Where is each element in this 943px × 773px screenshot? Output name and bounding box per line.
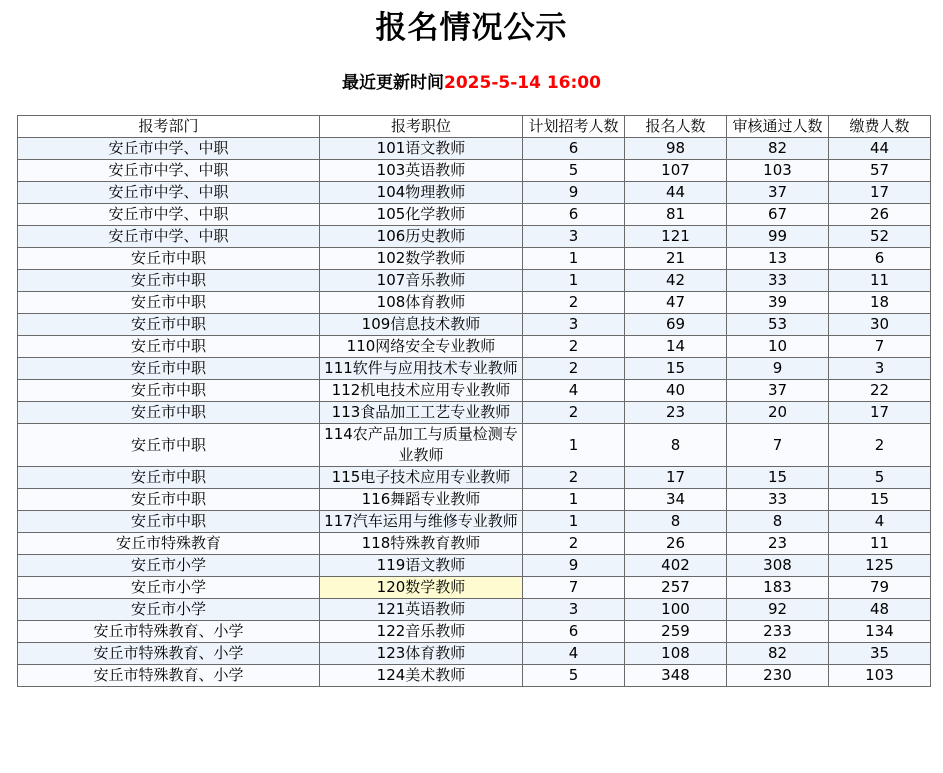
cell-approved-count: 82: [727, 138, 829, 160]
table-row: [18, 160, 931, 182]
cell-department: 安丘市中职: [18, 292, 320, 314]
cell-position: 109信息技术教师: [320, 314, 523, 336]
table-row: [18, 204, 931, 226]
cell-position: 113食品加工工艺专业教师: [320, 402, 523, 424]
table-row: [18, 424, 931, 467]
cell-paid-count: 35: [829, 643, 931, 665]
cell-paid-count: 125: [829, 555, 931, 577]
cell-paid-count: 17: [829, 182, 931, 204]
cell-position: 115电子技术应用专业教师: [320, 467, 523, 489]
cell-planned-count: 1: [523, 511, 625, 533]
cell-planned-count: 2: [523, 292, 625, 314]
cell-department: 安丘市中职: [18, 358, 320, 380]
cell-approved-count: 15: [727, 467, 829, 489]
cell-applicant-count: 100: [625, 599, 727, 621]
table-row: [18, 665, 931, 687]
cell-department: 安丘市小学: [18, 577, 320, 599]
cell-paid-count: 15: [829, 489, 931, 511]
table-row: [18, 555, 931, 577]
cell-approved-count: 13: [727, 248, 829, 270]
cell-position: 104物理教师: [320, 182, 523, 204]
cell-department: 安丘市小学: [18, 555, 320, 577]
cell-applicant-count: 98: [625, 138, 727, 160]
cell-department: 安丘市中职: [18, 270, 320, 292]
cell-planned-count: 2: [523, 533, 625, 555]
cell-approved-count: 92: [727, 599, 829, 621]
cell-planned-count: 6: [523, 204, 625, 226]
cell-planned-count: 1: [523, 424, 625, 467]
cell-paid-count: 30: [829, 314, 931, 336]
cell-approved-count: 67: [727, 204, 829, 226]
page-title: 报名情况公示: [375, 10, 568, 46]
cell-approved-count: 33: [727, 270, 829, 292]
table-row: [18, 599, 931, 621]
header-paid-count: 缴费人数: [829, 116, 931, 138]
table-row: [18, 511, 931, 533]
cell-approved-count: 99: [727, 226, 829, 248]
cell-paid-count: 17: [829, 402, 931, 424]
cell-paid-count: 134: [829, 621, 931, 643]
cell-department: 安丘市中职: [18, 489, 320, 511]
cell-planned-count: 2: [523, 402, 625, 424]
cell-position: 105化学教师: [320, 204, 523, 226]
cell-planned-count: 3: [523, 226, 625, 248]
cell-planned-count: 3: [523, 599, 625, 621]
cell-planned-count: 1: [523, 270, 625, 292]
header-approved-count: 审核通过人数: [727, 116, 829, 138]
cell-applicant-count: 259: [625, 621, 727, 643]
table-row: [18, 380, 931, 402]
cell-planned-count: 9: [523, 555, 625, 577]
cell-paid-count: 26: [829, 204, 931, 226]
table-row: [18, 314, 931, 336]
cell-department: 安丘市中学、中职: [18, 138, 320, 160]
cell-applicant-count: 81: [625, 204, 727, 226]
cell-paid-count: 7: [829, 336, 931, 358]
cell-planned-count: 5: [523, 160, 625, 182]
cell-applicant-count: 47: [625, 292, 727, 314]
table-row: [18, 138, 931, 160]
cell-approved-count: 33: [727, 489, 829, 511]
cell-department: 安丘市中职: [18, 402, 320, 424]
table-row: [18, 292, 931, 314]
cell-applicant-count: 44: [625, 182, 727, 204]
table-row: [18, 248, 931, 270]
cell-planned-count: 6: [523, 621, 625, 643]
cell-department: 安丘市中职: [18, 248, 320, 270]
table-row: [18, 358, 931, 380]
cell-paid-count: 2: [829, 424, 931, 467]
cell-approved-count: 230: [727, 665, 829, 687]
cell-approved-count: 233: [727, 621, 829, 643]
cell-planned-count: 2: [523, 358, 625, 380]
table-row: [18, 643, 931, 665]
cell-department: 安丘市中职: [18, 424, 320, 467]
cell-paid-count: 52: [829, 226, 931, 248]
cell-department: 安丘市中职: [18, 314, 320, 336]
cell-applicant-count: 348: [625, 665, 727, 687]
cell-position: 108体育教师: [320, 292, 523, 314]
update-line: [0, 72, 943, 94]
cell-applicant-count: 107: [625, 160, 727, 182]
cell-department: 安丘市特殊教育、小学: [18, 665, 320, 687]
table-row: [18, 226, 931, 248]
cell-position: 101语文教师: [320, 138, 523, 160]
cell-applicant-count: 108: [625, 643, 727, 665]
cell-applicant-count: 15: [625, 358, 727, 380]
cell-paid-count: 18: [829, 292, 931, 314]
cell-planned-count: 4: [523, 643, 625, 665]
cell-position: 114农产品加工与质量检测专业教师: [320, 424, 523, 467]
cell-applicant-count: 26: [625, 533, 727, 555]
cell-applicant-count: 34: [625, 489, 727, 511]
cell-department: 安丘市小学: [18, 599, 320, 621]
cell-approved-count: 8: [727, 511, 829, 533]
cell-paid-count: 11: [829, 533, 931, 555]
table-row: [18, 402, 931, 424]
cell-approved-count: 9: [727, 358, 829, 380]
table-row: [18, 489, 931, 511]
table-row: [18, 533, 931, 555]
cell-department: 安丘市中职: [18, 511, 320, 533]
header-position: 报考职位: [320, 116, 523, 138]
cell-planned-count: 9: [523, 182, 625, 204]
cell-approved-count: 103: [727, 160, 829, 182]
cell-approved-count: 39: [727, 292, 829, 314]
cell-paid-count: 44: [829, 138, 931, 160]
cell-paid-count: 79: [829, 577, 931, 599]
cell-applicant-count: 121: [625, 226, 727, 248]
header-planned-count: 计划招考人数: [523, 116, 625, 138]
cell-applicant-count: 40: [625, 380, 727, 402]
cell-position: 111软件与应用技术专业教师: [320, 358, 523, 380]
cell-approved-count: 53: [727, 314, 829, 336]
cell-applicant-count: 69: [625, 314, 727, 336]
cell-position: 118特殊教育教师: [320, 533, 523, 555]
cell-position: 120数学教师: [320, 577, 523, 599]
cell-applicant-count: 17: [625, 467, 727, 489]
cell-department: 安丘市中学、中职: [18, 160, 320, 182]
table-row: [18, 336, 931, 358]
cell-paid-count: 3: [829, 358, 931, 380]
cell-approved-count: 37: [727, 380, 829, 402]
cell-department: 安丘市中学、中职: [18, 226, 320, 248]
cell-applicant-count: 23: [625, 402, 727, 424]
cell-paid-count: 48: [829, 599, 931, 621]
cell-department: 安丘市中职: [18, 467, 320, 489]
cell-planned-count: 2: [523, 336, 625, 358]
cell-planned-count: 6: [523, 138, 625, 160]
cell-applicant-count: 257: [625, 577, 727, 599]
cell-planned-count: 2: [523, 467, 625, 489]
cell-planned-count: 1: [523, 248, 625, 270]
cell-paid-count: 22: [829, 380, 931, 402]
cell-position: 116舞蹈专业教师: [320, 489, 523, 511]
table-row: [18, 621, 931, 643]
cell-position: 106历史教师: [320, 226, 523, 248]
cell-department: 安丘市中职: [18, 336, 320, 358]
cell-planned-count: 3: [523, 314, 625, 336]
cell-department: 安丘市中学、中职: [18, 204, 320, 226]
cell-position: 121英语教师: [320, 599, 523, 621]
cell-position: 103英语教师: [320, 160, 523, 182]
table-row: [18, 270, 931, 292]
cell-department: 安丘市特殊教育、小学: [18, 643, 320, 665]
cell-department: 安丘市中学、中职: [18, 182, 320, 204]
header-department: 报考部门: [18, 116, 320, 138]
header-applicant-count: 报名人数: [625, 116, 727, 138]
cell-position: 122音乐教师: [320, 621, 523, 643]
cell-position: 124美术教师: [320, 665, 523, 687]
cell-position: 107音乐教师: [320, 270, 523, 292]
table-row: [18, 577, 931, 599]
table-row: [18, 182, 931, 204]
cell-approved-count: 10: [727, 336, 829, 358]
cell-department: 安丘市特殊教育: [18, 533, 320, 555]
registration-table: [17, 115, 931, 687]
cell-approved-count: 82: [727, 643, 829, 665]
cell-position: 119语文教师: [320, 555, 523, 577]
cell-planned-count: 7: [523, 577, 625, 599]
cell-department: 安丘市中职: [18, 380, 320, 402]
cell-paid-count: 4: [829, 511, 931, 533]
cell-paid-count: 103: [829, 665, 931, 687]
table-row: [18, 467, 931, 489]
cell-paid-count: 11: [829, 270, 931, 292]
cell-approved-count: 23: [727, 533, 829, 555]
cell-position: 102数学教师: [320, 248, 523, 270]
cell-applicant-count: 21: [625, 248, 727, 270]
update-label: 最近更新时间: [342, 73, 445, 93]
cell-approved-count: 20: [727, 402, 829, 424]
update-time: 2025-5-14 16:00: [444, 73, 601, 93]
cell-approved-count: 183: [727, 577, 829, 599]
table-body: [18, 138, 931, 687]
cell-position: 112机电技术应用专业教师: [320, 380, 523, 402]
cell-position: 123体育教师: [320, 643, 523, 665]
cell-paid-count: 57: [829, 160, 931, 182]
cell-planned-count: 4: [523, 380, 625, 402]
cell-approved-count: 7: [727, 424, 829, 467]
cell-department: 安丘市特殊教育、小学: [18, 621, 320, 643]
cell-position: 117汽车运用与维修专业教师: [320, 511, 523, 533]
cell-approved-count: 37: [727, 182, 829, 204]
cell-paid-count: 6: [829, 248, 931, 270]
cell-applicant-count: 42: [625, 270, 727, 292]
cell-applicant-count: 14: [625, 336, 727, 358]
cell-planned-count: 1: [523, 489, 625, 511]
cell-applicant-count: 8: [625, 511, 727, 533]
cell-position: 110网络安全专业教师: [320, 336, 523, 358]
cell-planned-count: 5: [523, 665, 625, 687]
cell-applicant-count: 402: [625, 555, 727, 577]
cell-paid-count: 5: [829, 467, 931, 489]
cell-approved-count: 308: [727, 555, 829, 577]
cell-applicant-count: 8: [625, 424, 727, 467]
table-header-row: [18, 116, 931, 138]
